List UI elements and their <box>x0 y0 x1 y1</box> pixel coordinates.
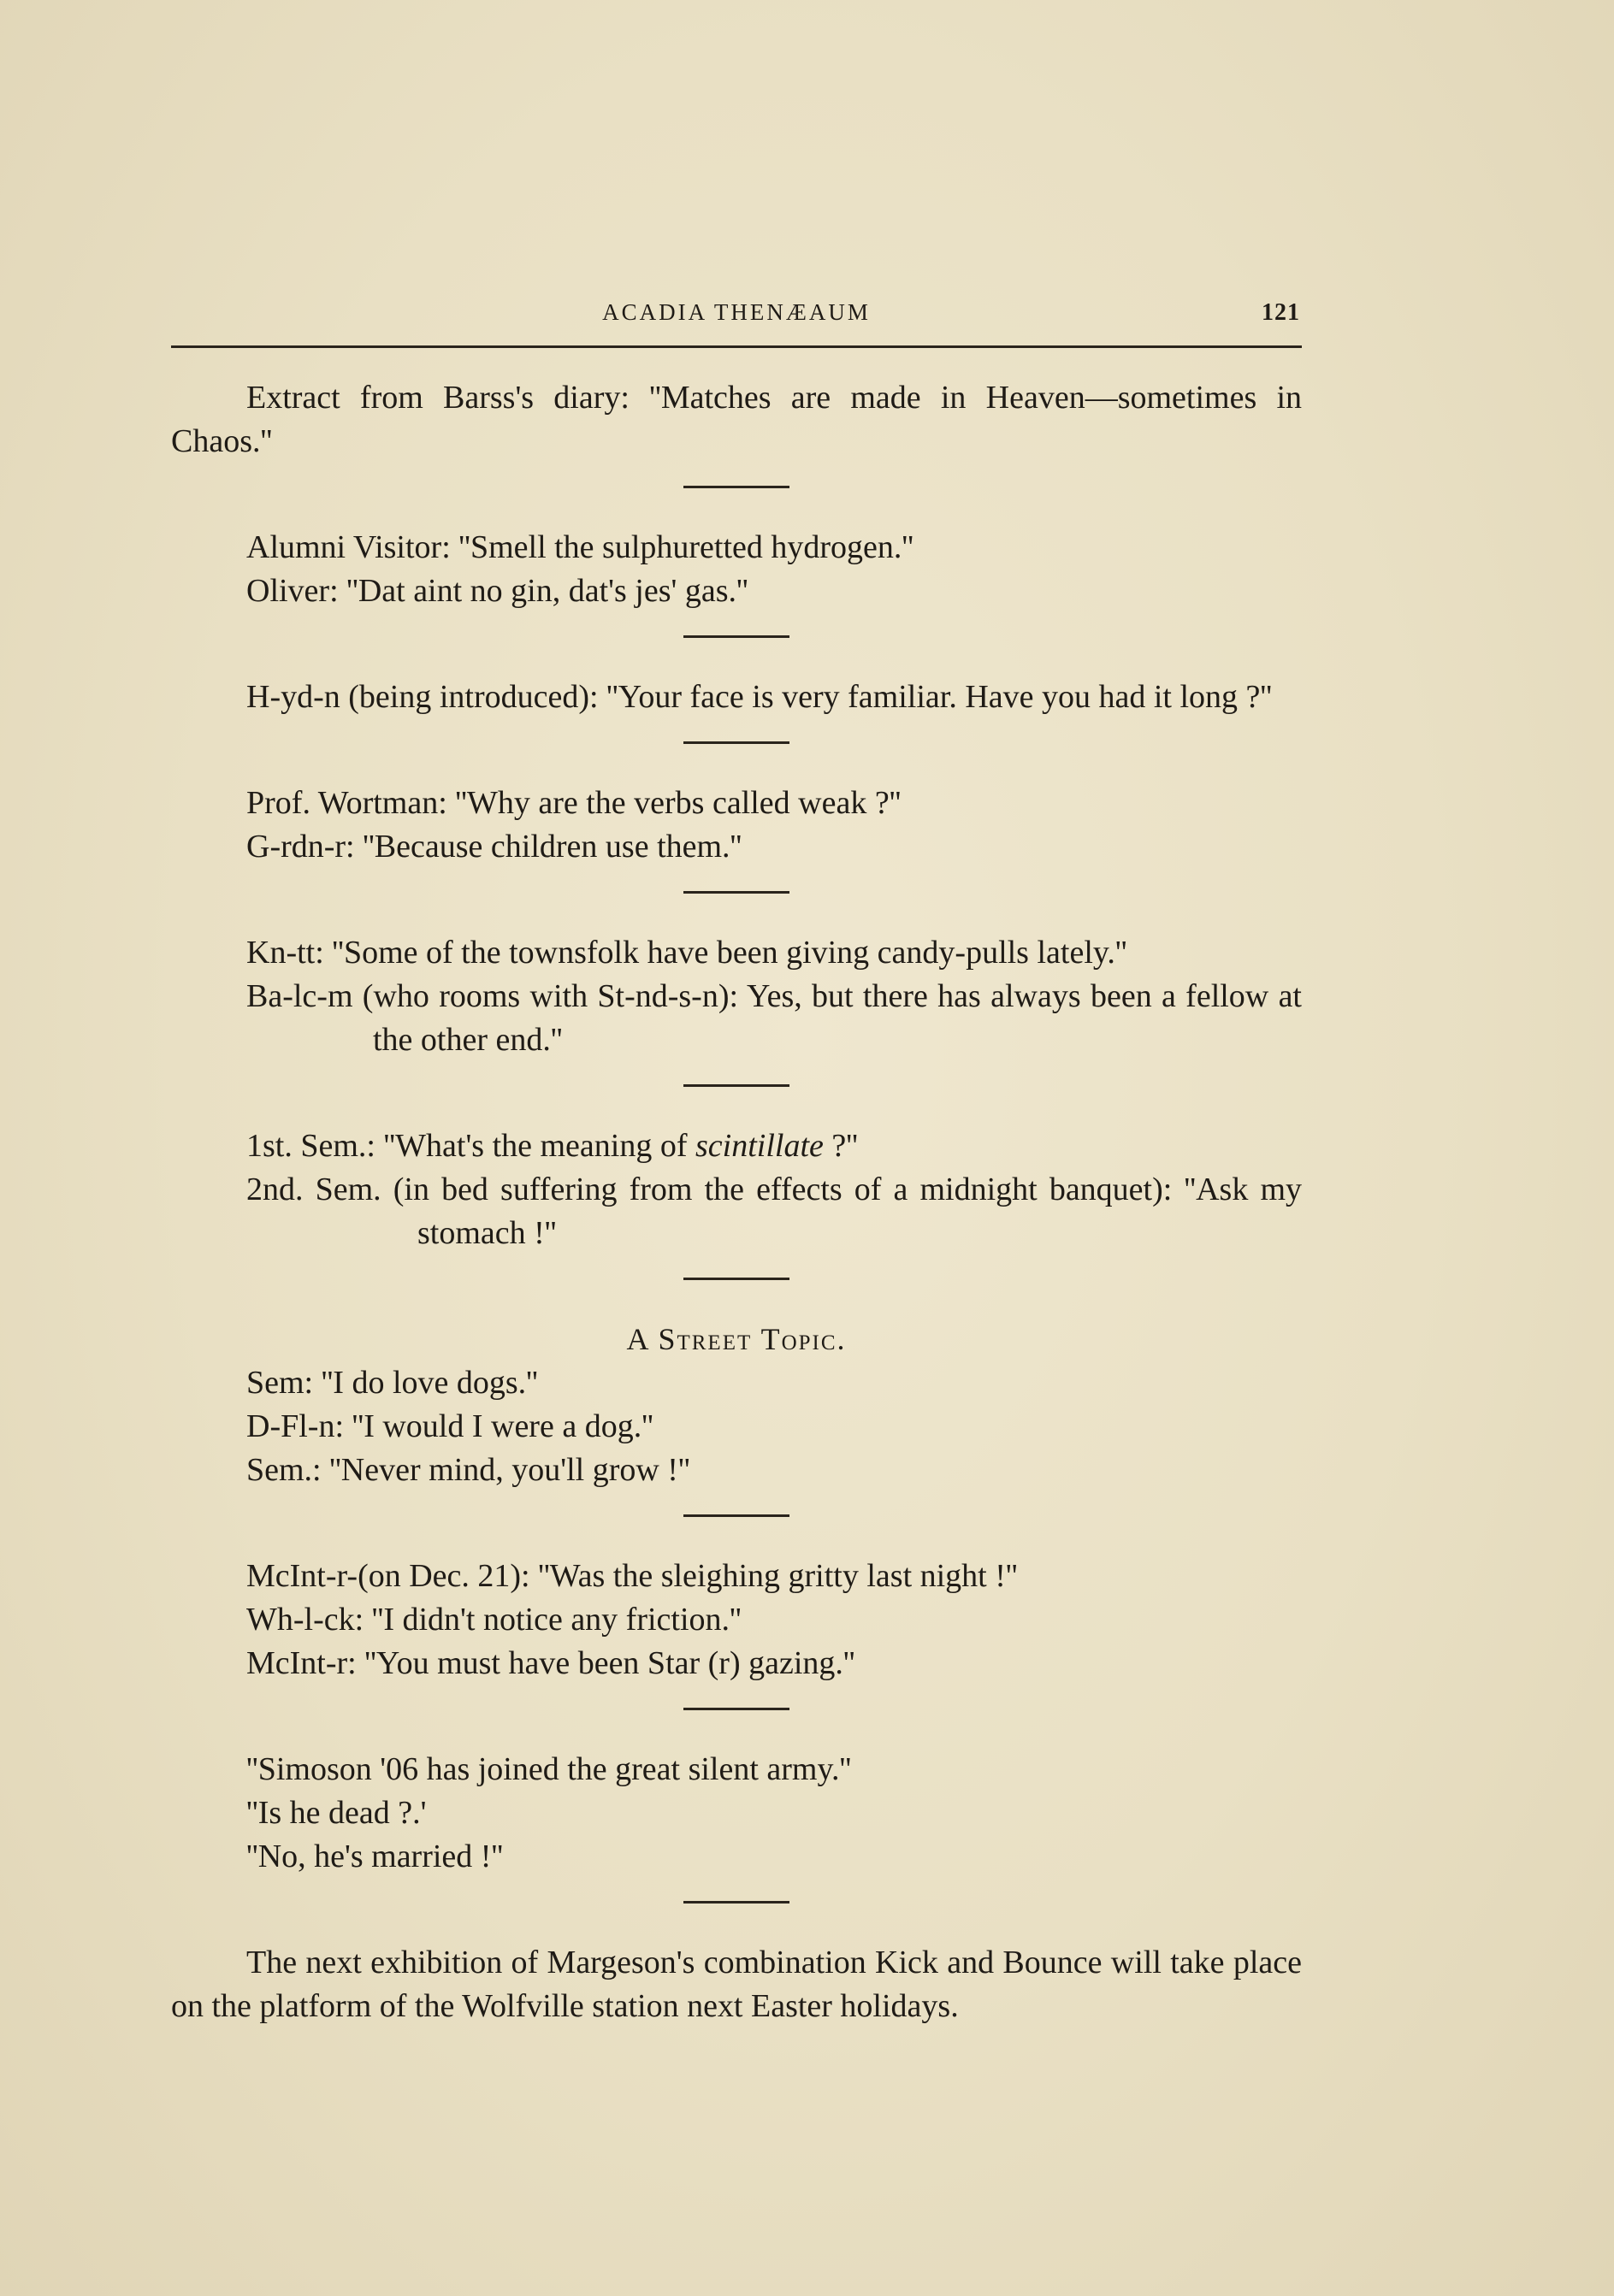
section-divider <box>683 1708 789 1710</box>
first-sem-line <box>171 1124 1302 1168</box>
running-head: ACADIA THENÆAUM <box>602 299 871 325</box>
wortman-line: Prof. Wortman: ''Why are the verbs called weak ?'' <box>246 785 902 821</box>
section-divider <box>683 1514 789 1517</box>
simoson-line: ''Simoson '06 has joined the great silent army.'' <box>246 1751 852 1787</box>
margeson-paragraph: The next exhibition of Margeson's combination Kick and Bounce will take place on the platform of the Wolfville station next Easter holidays. <box>171 1945 1302 2024</box>
barss-diary-paragraph: Extract from Barss's diary: ''Matches are made in Heaven—sometimes in Chaos.'' <box>171 380 1302 459</box>
section-divider <box>683 741 789 744</box>
oliver-line: Oliver: ''Dat aint no gin, dat's jes' gas.'' <box>246 573 748 609</box>
dfln-line: D-Fl-n: ''I would I were a dog.'' <box>246 1408 653 1444</box>
section-divider <box>683 486 789 488</box>
sem-dogs-line: Sem: ''I do love dogs.'' <box>246 1365 538 1401</box>
first-sem-end: ?'' <box>823 1128 858 1164</box>
section-divider <box>683 1278 789 1280</box>
haydn-paragraph: H-yd-n (being introduced): ''Your face is very familiar. Have you had it long ?'' <box>246 679 1273 715</box>
page-number: 121 <box>1262 299 1300 326</box>
section-divider <box>683 891 789 894</box>
balcom-line: Ba-lc-m (who rooms with St-nd-s-n): Yes, but there has always been a fellow at the other end.'' <box>246 978 1302 1058</box>
gardner-line: G-rdn-r: ''Because children use them.'' <box>246 829 742 865</box>
section-divider <box>683 1901 789 1903</box>
street-topic-heading: A Street Topic. <box>626 1322 847 1356</box>
page-header <box>171 294 1302 348</box>
mcintyre-reply-line: McInt-r: ''You must have been Star (r) gazing.'' <box>246 1645 855 1681</box>
page-body <box>171 376 1302 2028</box>
second-sem-line: 2nd. Sem. (in bed suffering from the effects of a midnight banquet): ''Ask my stomach !'' <box>246 1172 1302 1251</box>
section-divider <box>683 1084 789 1087</box>
mcintyre-line: McInt-r-(on Dec. 21): ''Was the sleighing gritty last night !'' <box>246 1558 1018 1594</box>
alumni-visitor-line: Alumni Visitor: ''Smell the sulphuretted hydrogen.'' <box>246 529 914 565</box>
sem-grow-line: Sem.: ''Never mind, you'll grow !'' <box>246 1452 690 1488</box>
scintillate-word: scintillate <box>695 1128 824 1164</box>
first-sem-text: 1st. Sem.: ''What's the meaning of <box>246 1128 696 1164</box>
knott-line: Kn-tt: ''Some of the townsfolk have been giving candy-pulls lately.'' <box>246 935 1127 971</box>
section-divider <box>683 635 789 638</box>
is-he-dead-line: ''Is he dead ?.' <box>246 1795 427 1831</box>
whitlock-line: Wh-l-ck: ''I didn't notice any friction.'' <box>246 1602 742 1638</box>
married-line: ''No, he's married !'' <box>246 1839 504 1874</box>
